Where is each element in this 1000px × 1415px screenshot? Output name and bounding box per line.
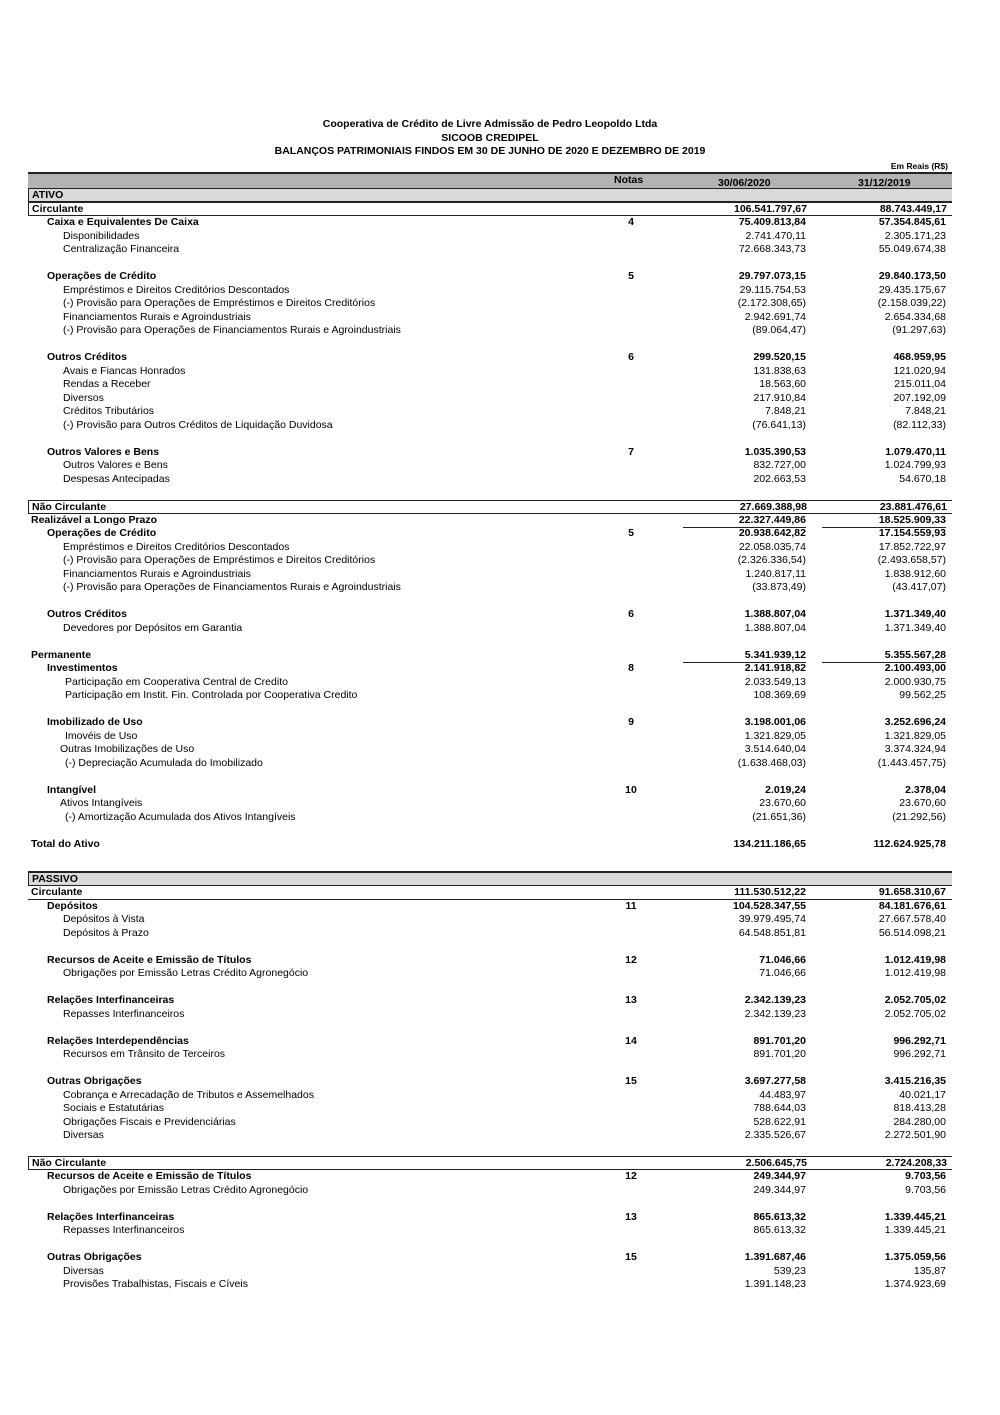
group-row-value-2020: 2.342.139,23	[744, 994, 806, 1006]
group-row-value-2019: 1.375.059,56	[884, 1251, 946, 1263]
group-row-value-2019: 29.840.173,50	[878, 270, 946, 282]
group-row-nota: 13	[625, 1210, 637, 1223]
item-row-value-2020: 18.563,60	[759, 378, 806, 390]
item-row-label: Repasses Interfinanceiros	[63, 1007, 185, 1020]
item-row-label: Obrigações por Emissão Letras Crédito Agronegócio	[63, 1183, 309, 1196]
spacer	[28, 770, 952, 784]
document-header	[0, 118, 980, 159]
item-row	[28, 1278, 952, 1292]
item-row-value-2020: (2.326.336,54)	[737, 554, 806, 566]
item-row-value-2019: (82.112,33)	[893, 418, 946, 431]
column-header-period-2: 31/12/2019	[858, 177, 911, 189]
item-row-label: Ativos Intangíveis	[60, 797, 143, 809]
item-row-value-2020: 131.838,63	[753, 364, 806, 377]
item-row	[28, 311, 952, 325]
item-row	[28, 1008, 952, 1022]
item-row-value-2019: 3.374.324,94	[884, 743, 946, 755]
item-row-value-2019: 7.848,21	[905, 405, 946, 417]
item-row-value-2020: (21.651,36)	[752, 810, 806, 823]
group-row-value-2020: 3.198.001,06	[744, 716, 806, 728]
item-row-label: (-) Provisão para Operações de Financiamentos Rurais e Agroindustriais	[63, 324, 401, 336]
spacer	[28, 1062, 952, 1076]
group-row-value-2019: 1.339.445,21	[884, 1210, 946, 1223]
group-row-label: Outros Créditos	[47, 351, 127, 363]
group-row	[28, 1211, 952, 1225]
passivo-circulante-row-label: Circulante	[31, 885, 83, 898]
spacer	[28, 824, 952, 838]
item-row-value-2020: 3.514.640,04	[744, 743, 806, 755]
item-row-value-2020: (33.873,49)	[752, 581, 806, 593]
section-ativo	[28, 189, 952, 202]
group-row-label: Caixa e Equivalentes De Caixa	[47, 216, 199, 228]
group-row-value-2019: 468.959,95	[893, 351, 946, 363]
item-row-value-2020: (2.172.308,65)	[737, 297, 806, 309]
passivo-body	[28, 886, 952, 1292]
group-row-label: Operações de Crédito	[47, 270, 157, 282]
item-row-label: (-) Provisão para Operações de Empréstimos e Direitos Creditórios	[63, 554, 376, 566]
item-row-label: Diversas	[63, 1129, 104, 1141]
group-row-nota: 12	[625, 953, 637, 966]
section-passivo	[28, 871, 952, 886]
item-row	[28, 568, 952, 582]
item-row-value-2020: 2.335.526,67	[744, 1129, 806, 1141]
group-row-value-2020: 1.391.687,46	[744, 1251, 806, 1263]
item-row-value-2019: 17.852.722,97	[878, 540, 946, 553]
item-row-label: (-) Depreciação Acumulada do Imobilizado	[65, 756, 263, 769]
group-row-nota: 10	[625, 783, 637, 796]
group-row-label: Outras Obrigações	[47, 1075, 142, 1087]
item-row-value-2020: (1.638.468,03)	[737, 756, 806, 769]
group-row-label: Outros Valores e Bens	[47, 445, 160, 458]
item-row-value-2019: 2.272.501,90	[884, 1129, 946, 1141]
group-row-value-2020: 1.035.390,53	[744, 445, 806, 458]
item-row	[28, 1224, 952, 1238]
column-header-row	[28, 172, 952, 189]
item-row-label: Outros Valores e Bens	[63, 459, 168, 471]
group-row	[28, 216, 952, 230]
group-row-label: Outras Obrigações	[47, 1251, 142, 1263]
group-row-value-2020: 29.797.073,15	[738, 270, 806, 282]
group-row	[28, 1035, 952, 1049]
group-row	[28, 446, 952, 460]
passivo-nao-circulante-row-value-2019: 2.724.208,33	[885, 1157, 947, 1169]
group-row-nota: 5	[628, 270, 634, 282]
item-row-value-2019: 1.321.829,05	[884, 729, 946, 742]
total-ativo-row	[28, 838, 952, 852]
item-row	[28, 405, 952, 419]
item-row-label: Centralização Financeira	[63, 243, 180, 255]
item-row	[28, 378, 952, 392]
ativo-nao-circulante-row-label: Não Circulante	[32, 500, 107, 513]
group-row	[28, 527, 952, 541]
group-row-value-2020: 2.141.918,82	[744, 662, 806, 674]
group-row-label: Recursos de Aceite e Emissão de Títulos	[47, 1170, 252, 1182]
item-row	[28, 913, 952, 927]
group-row-nota: 9	[628, 716, 634, 728]
item-row	[28, 230, 952, 244]
group-row-value-2019: 17.154.559,93	[878, 527, 946, 539]
ativo-nao-circulante-row-value-2020: 27.669.388,98	[739, 500, 807, 513]
item-row-label: Despesas Antecipadas	[63, 472, 170, 485]
item-row-value-2020: 64.548.851,81	[738, 926, 806, 939]
item-row-label: Financiamentos Rurais e Agroindustriais	[63, 567, 251, 580]
group-row-value-2019: 57.354.845,61	[878, 216, 946, 228]
item-row-label: Diversos	[63, 391, 104, 404]
spacer	[28, 486, 952, 500]
item-row-value-2019: 56.514.098,21	[878, 926, 946, 939]
item-row-value-2020: 528.622,91	[753, 1115, 806, 1128]
spacer	[28, 1238, 952, 1252]
item-row-label: Cobrança e Arrecadação de Tributos e Assemelhados	[63, 1088, 314, 1101]
passivo-nao-circulante-row-label: Não Circulante	[32, 1157, 107, 1169]
item-row-value-2019: 99.562,25	[899, 689, 946, 701]
group-row	[28, 1075, 952, 1089]
group-row-nota: 15	[625, 1251, 637, 1263]
item-row-label: Provisões Trabalhistas, Fiscais e Cíveis	[63, 1278, 248, 1290]
group-row	[28, 994, 952, 1008]
item-row-value-2019: 215.011,04	[894, 378, 946, 390]
item-row-value-2020: 72.668.343,73	[738, 243, 806, 255]
item-row-value-2019: 1.012.419,98	[884, 967, 946, 979]
item-row-value-2019: 1.371.349,40	[884, 621, 946, 634]
item-row-value-2019: 23.670,60	[899, 797, 946, 809]
item-row-value-2020: 217.910,84	[753, 391, 806, 404]
column-header-period-1: 30/06/2020	[718, 177, 771, 189]
item-row	[28, 324, 952, 338]
item-row-value-2020: 865.613,32	[753, 1224, 806, 1236]
item-row-value-2019: 2.305.171,23	[884, 229, 946, 242]
item-row	[28, 392, 952, 406]
item-row-label: Outras Imobilizações de Uso	[60, 743, 195, 755]
item-row-value-2019: 9.703,56	[905, 1183, 946, 1196]
group-row-value-2019: 1.012.419,98	[884, 953, 946, 966]
item-row-value-2019: 1.374.923,69	[884, 1278, 946, 1290]
group-row-value-2019: 3.252.696,24	[884, 716, 946, 728]
spacer	[28, 257, 952, 271]
company-brand: SICOOB CREDIPEL	[441, 131, 539, 144]
group-row-value-2019: 2.052.705,02	[884, 994, 946, 1006]
group-row-value-2019: 996.292,71	[893, 1034, 946, 1047]
item-row-label: Imovéis de Uso	[65, 729, 138, 742]
item-row	[28, 297, 952, 311]
group-row-nota: 11	[625, 899, 637, 912]
realizavel-longo-prazo-row-value-2020: 22.327.449,86	[683, 514, 806, 529]
item-row-value-2020: 1.321.829,05	[744, 729, 806, 742]
report-title: BALANÇOS PATRIMONIAIS FINDOS EM 30 DE JUNHO DE 2020 E DEZEMBRO DE 2019	[274, 145, 706, 157]
item-row	[28, 1048, 952, 1062]
group-row	[28, 1170, 952, 1184]
item-row-label: Sociais e Estatutárias	[63, 1102, 164, 1114]
group-row-label: Imobilizado de Uso	[47, 716, 143, 728]
group-row-value-2020: 1.388.807,04	[744, 608, 806, 620]
realizavel-longo-prazo-row-value-2019: 18.525.909,33	[822, 514, 946, 529]
realizavel-longo-prazo-row	[28, 514, 952, 528]
item-row-label: Rendas a Receber	[63, 378, 151, 390]
ativo-circulante-row-value-2019: 88.743.449,17	[879, 203, 947, 215]
group-row-nota: 8	[628, 662, 634, 674]
item-row-value-2020: 891.701,20	[753, 1048, 806, 1060]
item-row-value-2019: 284.280,00	[893, 1115, 946, 1128]
group-row-label: Relações Interdependências	[47, 1034, 189, 1047]
item-row	[28, 1184, 952, 1198]
group-row-value-2020: 249.344,97	[753, 1170, 806, 1182]
group-row-nota: 12	[625, 1170, 637, 1182]
group-row-value-2020: 891.701,20	[753, 1034, 806, 1047]
item-row-value-2019: 2.052.705,02	[884, 1007, 946, 1020]
item-row-value-2019: 54.670,18	[899, 472, 946, 485]
group-row-value-2020: 71.046,66	[759, 953, 806, 966]
passivo-nao-circulante-row-value-2020: 2.506.645,75	[745, 1157, 807, 1169]
group-row-value-2020: 75.409.813,84	[738, 216, 806, 228]
item-row-value-2020: 71.046,66	[759, 967, 806, 979]
item-row-value-2020: 2.342.139,23	[744, 1007, 806, 1020]
group-row-value-2020: 865.613,32	[753, 1210, 806, 1223]
section-ativo-title: ATIVO	[32, 189, 64, 201]
group-row-value-2019: 2.378,04	[905, 783, 946, 796]
group-row-value-2019: 9.703,56	[905, 1170, 946, 1182]
item-row-value-2020: (89.064,47)	[752, 324, 806, 336]
item-row	[28, 284, 952, 298]
item-row-label: (-) Provisão para Operações de Financiamentos Rurais e Agroindustriais	[63, 581, 401, 593]
passivo-circulante-row-value-2019: 91.658.310,67	[878, 885, 946, 898]
group-row-nota: 14	[625, 1034, 637, 1047]
item-row-value-2019: 1.339.445,21	[884, 1224, 946, 1236]
item-row-value-2020: 539,23	[773, 1264, 806, 1277]
spacer	[28, 703, 952, 717]
item-row-label: Obrigações Fiscais e Previdenciárias	[63, 1115, 236, 1128]
item-row-value-2019: 2.000.930,75	[884, 675, 946, 688]
item-row-value-2019: 996.292,71	[893, 1048, 946, 1060]
item-row-value-2020: 39.979.495,74	[738, 913, 806, 925]
item-row-value-2019: 55.049.674,38	[878, 243, 946, 255]
group-row-value-2019: 84.181.676,61	[878, 899, 946, 912]
group-row-label: Intangível	[47, 783, 97, 796]
item-row-label: Disponibilidades	[63, 229, 140, 242]
item-row-label: Avais e Fiancas Honrados	[63, 364, 186, 377]
item-row-value-2019: 135,87	[913, 1264, 946, 1277]
item-row-value-2020: 23.670,60	[759, 797, 806, 809]
realizavel-longo-prazo-row-label: Realizável a Longo Prazo	[31, 513, 158, 526]
group-row	[28, 662, 952, 676]
item-row-value-2019: (2.493.658,57)	[877, 554, 946, 566]
group-row-value-2020: 3.697.277,58	[744, 1075, 806, 1087]
item-row-value-2019: (43.417,07)	[892, 581, 946, 593]
item-row	[28, 689, 952, 703]
item-row-value-2019: 818.413,28	[893, 1102, 946, 1114]
group-row-label: Operações de Crédito	[47, 527, 157, 539]
permanente-row-value-2020: 5.341.939,12	[683, 649, 806, 664]
item-row-value-2020: 2.942.691,74	[744, 310, 806, 323]
group-row-label: Depósitos	[47, 899, 98, 912]
group-row	[28, 608, 952, 622]
total-ativo-row-value-2020: 134.211.186,65	[733, 837, 806, 850]
group-row	[28, 900, 952, 914]
passivo-nao-circulante-row	[28, 1156, 952, 1170]
item-row	[28, 811, 952, 825]
item-row-label: Financiamentos Rurais e Agroindustriais	[63, 310, 251, 323]
spacer	[28, 1021, 952, 1035]
group-row-value-2019: 3.415.216,35	[884, 1075, 946, 1087]
item-row-value-2020: 44.483,97	[759, 1088, 806, 1101]
item-row	[28, 730, 952, 744]
total-ativo-row-value-2019: 112.624.925,78	[873, 837, 946, 850]
item-row	[28, 554, 952, 568]
ativo-circulante-row-label: Circulante	[32, 203, 84, 215]
item-row-value-2019: 29.435.175,67	[878, 283, 946, 296]
item-row	[28, 1102, 952, 1116]
item-row	[28, 459, 952, 473]
item-row-label: Empréstimos e Direitos Creditórios Descontados	[63, 540, 290, 553]
currency-unit-note: Em Reais (R$)	[890, 161, 948, 171]
item-row	[28, 541, 952, 555]
item-row-value-2019: 121.020,94	[893, 364, 946, 377]
group-row-value-2020: 299.520,15	[753, 351, 806, 363]
section-passivo-title: PASSIVO	[32, 872, 78, 885]
spacer	[28, 851, 952, 865]
spacer	[28, 1143, 952, 1157]
item-row-value-2019: 207.192,09	[893, 391, 946, 404]
item-row	[28, 365, 952, 379]
item-row-label: Depósitos à Vista	[63, 913, 145, 925]
group-row-label: Investimentos	[47, 662, 118, 674]
item-row-label: Empréstimos e Direitos Creditórios Descontados	[63, 283, 290, 296]
item-row	[28, 1089, 952, 1103]
group-row-nota: 7	[628, 445, 634, 458]
item-row	[28, 581, 952, 595]
item-row	[28, 797, 952, 811]
item-row-value-2020: 249.344,97	[753, 1183, 806, 1196]
spacer	[28, 595, 952, 609]
item-row-value-2020: 1.240.817,11	[745, 567, 806, 580]
passivo-circulante-row-value-2020: 111.530.512,22	[734, 885, 806, 898]
item-row	[28, 676, 952, 690]
item-row-label: Obrigações por Emissão Letras Crédito Agronegócio	[63, 967, 309, 979]
spacer	[28, 635, 952, 649]
item-row-value-2019: (21.292,56)	[892, 810, 946, 823]
group-row-nota: 6	[628, 608, 634, 620]
spacer	[28, 1197, 952, 1211]
item-row-value-2020: 202.663,53	[753, 472, 806, 485]
item-row-value-2020: 788.644,03	[753, 1102, 806, 1114]
group-row-label: Relações Interfinanceiras	[47, 994, 175, 1006]
group-row	[28, 351, 952, 365]
item-row-label: Depósitos à Prazo	[63, 926, 149, 939]
item-row-value-2019: 1.838.912,60	[884, 567, 946, 580]
group-row-nota: 13	[625, 994, 637, 1006]
item-row	[28, 419, 952, 433]
item-row	[28, 927, 952, 941]
item-row	[28, 1129, 952, 1143]
spacer	[28, 432, 952, 446]
passivo-circulante-row	[28, 886, 952, 900]
group-row	[28, 784, 952, 798]
group-row	[28, 1251, 952, 1265]
spacer	[28, 981, 952, 995]
group-row-value-2020: 2.019,24	[765, 783, 806, 796]
item-row-value-2020: 1.388.807,04	[744, 621, 806, 634]
item-row	[28, 1265, 952, 1279]
group-row-nota: 4	[628, 216, 634, 228]
item-row-label: Participação em Cooperativa Central de Credito	[65, 675, 288, 688]
group-row-value-2019: 2.100.493,00	[884, 662, 946, 674]
company-name: Cooperativa de Crédito de Livre Admissão de Pedro Leopoldo Ltda	[322, 118, 658, 130]
item-row-label: (-) Provisão para Outros Créditos de Liquidação Duvidosa	[63, 418, 333, 431]
item-row-value-2019: (1.443.457,75)	[877, 756, 946, 769]
group-row	[28, 270, 952, 284]
item-row-value-2019: (2.158.039,22)	[877, 297, 946, 309]
ativo-circulante-row-value-2020: 106.541.797,67	[734, 203, 807, 215]
item-row-value-2019: 27.667.578,40	[878, 913, 946, 925]
ativo-circulante-row	[28, 202, 952, 216]
item-row-value-2020: 22.058.035,74	[738, 540, 806, 553]
group-row-label: Outros Créditos	[47, 608, 127, 620]
item-row-value-2019: 1.024.799,93	[884, 459, 946, 471]
item-row	[28, 473, 952, 487]
item-row-label: Diversas	[63, 1264, 104, 1277]
balance-sheet-table	[28, 172, 952, 1292]
item-row-label: (-) Amortização Acumulada dos Ativos Intangíveis	[65, 810, 296, 823]
group-row-value-2020: 104.528.347,55	[733, 899, 806, 912]
group-row-value-2019: 1.371.349,40	[884, 608, 946, 620]
item-row	[28, 622, 952, 636]
item-row	[28, 243, 952, 257]
item-row-value-2020: (76.641,13)	[752, 418, 806, 431]
item-row	[28, 967, 952, 981]
group-row	[28, 716, 952, 730]
group-row-nota: 15	[625, 1075, 637, 1087]
item-row-value-2019: 2.654.334,68	[884, 310, 946, 323]
item-row-value-2020: 2.741.470,11	[745, 229, 806, 242]
item-row-value-2020: 7.848,21	[765, 405, 806, 417]
item-row-value-2020: 832.727,00	[753, 459, 806, 471]
item-row	[28, 757, 952, 771]
group-row	[28, 954, 952, 968]
item-row	[28, 743, 952, 757]
ativo-body	[28, 202, 952, 865]
group-row-nota: 5	[628, 527, 634, 539]
group-row-label: Relações Interfinanceiras	[47, 1210, 175, 1223]
item-row-label: (-) Provisão para Operações de Empréstimos e Direitos Creditórios	[63, 297, 376, 309]
item-row-value-2020: 29.115.754,53	[739, 283, 806, 296]
item-row-label: Repasses Interfinanceiros	[63, 1224, 185, 1236]
item-row-label: Devedores por Depósitos em Garantia	[63, 621, 243, 634]
item-row-value-2019: (91.297,63)	[892, 324, 946, 336]
spacer	[28, 338, 952, 352]
item-row	[28, 1116, 952, 1130]
permanente-row	[28, 649, 952, 663]
permanente-row-label: Permanente	[31, 648, 92, 661]
item-row-value-2020: 2.033.549,13	[744, 675, 806, 688]
item-row-label: Participação em Instit. Fin. Controlada por Cooperativa Credito	[65, 689, 358, 701]
total-ativo-row-label: Total do Ativo	[31, 837, 100, 850]
item-row-label: Recursos em Trânsito de Terceiros	[63, 1048, 226, 1060]
item-row-value-2020: 108.369,69	[753, 689, 806, 701]
item-row-value-2020: 1.391.148,23	[744, 1278, 806, 1290]
item-row-value-2019: 40.021,17	[899, 1088, 946, 1101]
column-header-notas: Notas	[614, 174, 644, 186]
group-row-value-2019: 1.079.470,11	[885, 445, 946, 458]
group-row-value-2020: 20.938.642,82	[738, 527, 806, 539]
ativo-nao-circulante-row	[28, 500, 952, 514]
group-row-label: Recursos de Aceite e Emissão de Títulos	[47, 953, 252, 966]
group-row-nota: 6	[628, 351, 634, 363]
permanente-row-value-2019: 5.355.567,28	[822, 649, 946, 664]
ativo-nao-circulante-row-value-2019: 23.881.476,61	[879, 500, 947, 513]
item-row-label: Créditos Tributários	[63, 405, 155, 417]
spacer	[28, 940, 952, 954]
